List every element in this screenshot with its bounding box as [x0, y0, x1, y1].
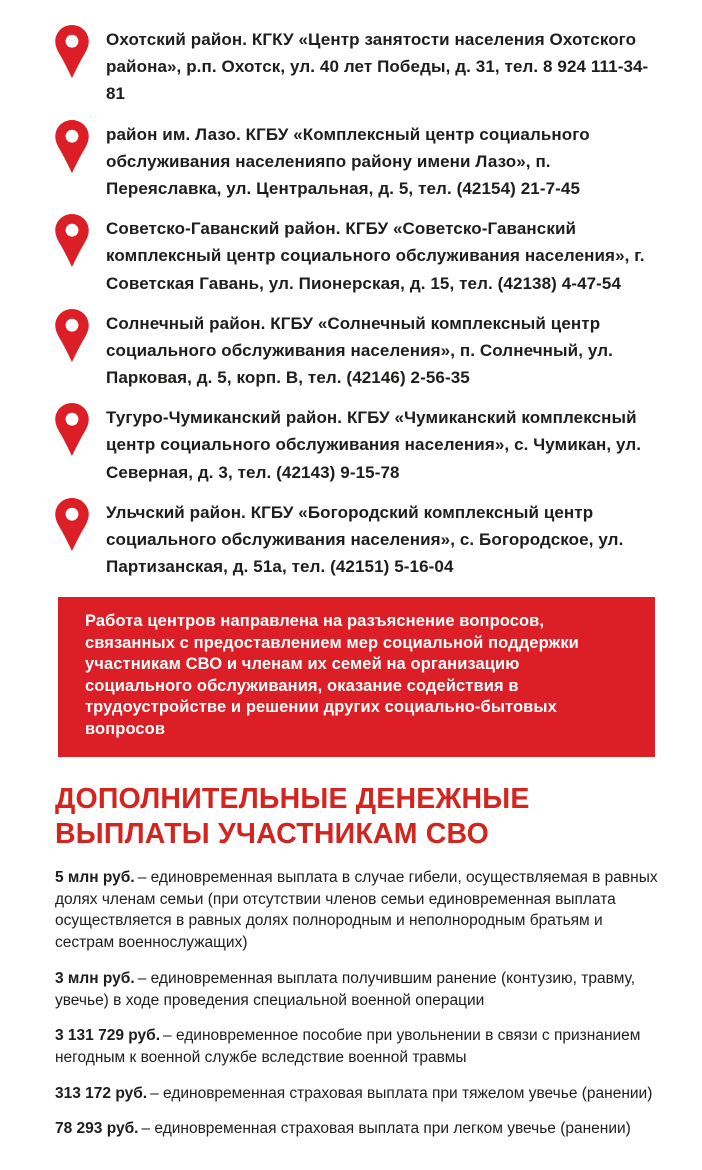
center-text: Советско-Гаванский район. КГБУ «Советско-Гаванский комплексный центр социального обслуживания населения», г. Советская Гавань, ул. Пионерская, д. 15, тел. (42138) 4-47-54 [106, 219, 645, 293]
payments-list [55, 867, 664, 1140]
payment-description: – единовременная выплата получившим ранение (контузию, травму, увечье) в ходе проведения специальной военной операции [55, 969, 636, 1009]
center-text: Ульчский район. КГБУ «Богородский комплексный центр социального обслуживания населения», с. Богородское, ул. Партизанская, д. 51а, тел. (42151) 5-16-04 [106, 502, 624, 577]
map-pin-icon [55, 309, 89, 362]
payment-description: – единовременная выплата в случае гибели, осуществляемая в равных долях членам семьи (при отсутствии членов семьи единовременная выплата осуществляется в равных долях полнородным и неполнородным братьям и сестрам военнослужащих) [55, 869, 658, 952]
center-item-tuguro-chumikansky [55, 403, 664, 486]
center-item-lazo [55, 120, 664, 203]
payment-item [55, 867, 664, 954]
centers-list [55, 25, 664, 580]
center-text: Охотский район. КГКУ «Центр занятости населения Охотского района», р.п. Охотск, ул. 40 лет Победы, д. 31, тел. 8 924 111-34-81 [106, 30, 649, 104]
center-text: район им. Лазо. КГБУ «Комплексный центр социального обслуживания населенияпо району имени Лазо», п. Переяславка, ул. Центральная, д. 5, тел. (42154) 21-7-45 [106, 124, 590, 198]
notice-text: Работа центров направлена на разъяснение вопросов, связанных с предоставлением мер социальной поддержки участникам СВО и членам их семей на организацию социального обслуживания, оказание содействия в трудоустройстве и решении других социально-бытовых вопросов [85, 612, 579, 738]
center-item-solnechny [55, 309, 664, 392]
payment-description: – единовременная страховая выплата при легком увечье (ранении) [141, 1120, 631, 1138]
payment-amount: 3 млн руб. [55, 969, 135, 987]
payment-description: – единовременное пособие при увольнении в связи с признанием негодным к военной службе вследствие военной травмы [55, 1027, 641, 1066]
center-text: Солнечный район. КГБУ «Солнечный комплексный центр социального обслуживания населения», п. Солнечный, ул. Парковая, д. 5, корп. В, тел. (42146) 2-56-35 [106, 313, 613, 388]
center-item-sovetsko-gavansky [55, 214, 664, 297]
center-item-ulchsky [55, 498, 664, 581]
payment-item [55, 1025, 664, 1068]
payment-amount: 5 млн руб. [55, 869, 135, 887]
map-pin-icon [55, 498, 89, 551]
payment-amount: 78 293 руб. [55, 1120, 139, 1138]
map-pin-icon [55, 120, 89, 173]
payment-item [55, 1083, 664, 1105]
section-heading: ДОПОЛНИТЕЛЬНЫЕ ДЕНЕЖНЫЕ ВЫПЛАТЫ УЧАСТНИКАМ СВО [55, 783, 530, 851]
center-item-okhotsky [55, 25, 664, 108]
map-pin-icon [55, 403, 89, 456]
center-text: Тугуро-Чумиканский район. КГБУ «Чумиканский комплексный центр социального обслуживания населения», с. Чумикан, ул. Северная, д. 3, тел. (42143) 9-15-78 [106, 408, 642, 482]
notice-box [58, 597, 655, 757]
payment-item [55, 968, 664, 1011]
payment-amount: 3 131 729 руб. [55, 1027, 161, 1045]
map-pin-icon [55, 25, 89, 78]
payment-item [55, 1118, 664, 1140]
map-pin-icon [55, 214, 89, 267]
payment-amount: 313 172 руб. [55, 1084, 148, 1102]
payment-description: – единовременная страховая выплата при тяжелом увечье (ранении) [150, 1084, 653, 1102]
